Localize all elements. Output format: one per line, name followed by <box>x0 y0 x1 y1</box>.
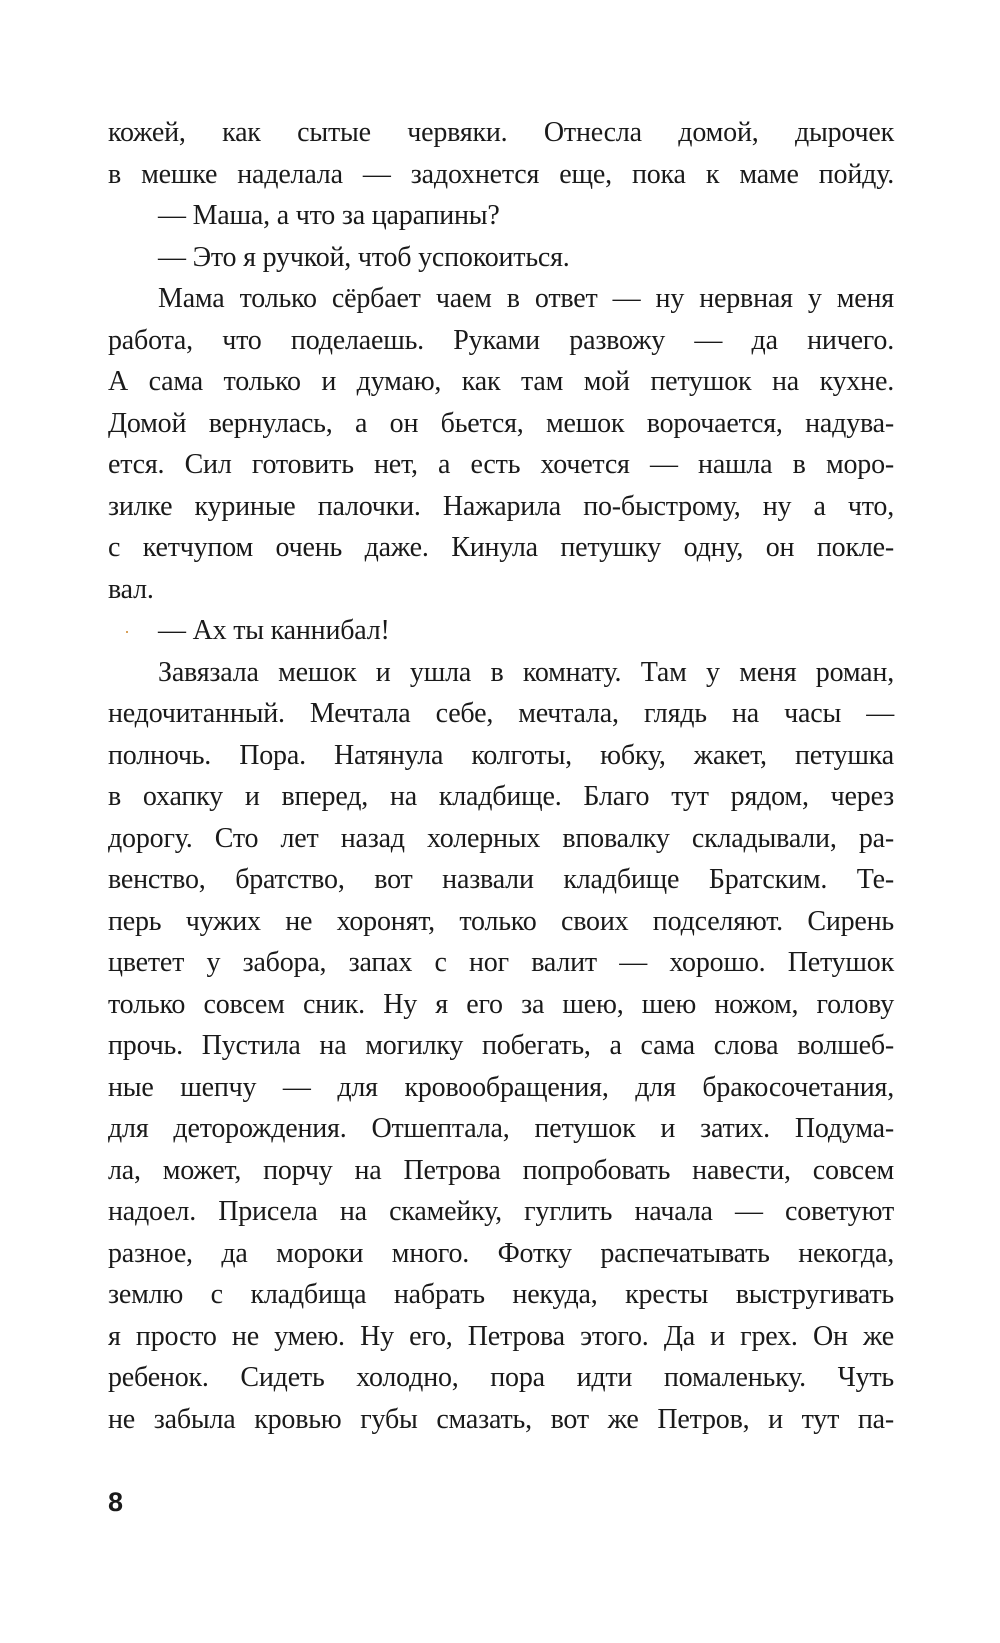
text-line: цветет у забора, запах с ног валит — хорошо. Петушок <box>108 947 894 978</box>
page-text <box>108 112 894 1440</box>
text-line: в охапку и вперед, на кладбище. Благо тут рядом, через <box>108 781 894 812</box>
text-line: перь чужих не хоронят, только своих подселяют. Сирень <box>108 905 894 937</box>
dialogue-line: — Ах ты каннибал! <box>158 615 390 646</box>
dialogue-line: — Это я ручкой, чтоб успокоиться. <box>158 241 570 273</box>
text-line: А сама только и думаю, как там мой петушок на кухне. <box>108 366 894 397</box>
text-line: дорогу. Сто лет назад холерных вповалку складывали, ра- <box>108 822 894 854</box>
text-line: Домой вернулась, а он бьется, мешок ворочается, надува- <box>108 407 894 439</box>
text-line: работа, что поделаешь. Руками развожу — да ничего. <box>108 324 894 356</box>
scan-speck <box>126 631 128 633</box>
text-line: ребенок. Сидеть холодно, пора идти помаленьку. Чуть <box>108 1362 894 1393</box>
text-line: ется. Сил готовить нет, а есть хочется — нашла в моро- <box>108 449 894 480</box>
text-line: в мешке наделала — задохнется еще, пока к маме пойду. <box>108 158 894 190</box>
paragraph-end-line: вал. <box>108 573 154 605</box>
dialogue-line: — Маша, а что за царапины? <box>158 200 500 231</box>
page-number: 8 <box>108 1487 124 1517</box>
text-line: ные шепчу — для кровообращения, для бракосочетания, <box>108 1071 894 1103</box>
text-line: для деторождения. Отшептала, петушок и затих. Подума- <box>108 1113 894 1144</box>
text-line: ла, может, порчу на Петрова попробовать навести, совсем <box>108 1154 894 1186</box>
text-line: с кетчупом очень даже. Кинула петушку одну, он поклe- <box>108 532 894 563</box>
text-line: кожей, как сытые червяки. Отнесла домой, дырочек <box>108 117 894 148</box>
text-line: не забыла кровью губы смазать, вот же Петров, и тут па- <box>108 1403 894 1435</box>
paragraph-start-line: Мама только сёрбает чаем в ответ — ну нервная у меня <box>158 283 894 314</box>
text-line: надоел. Присела на скамейку, гуглить начала — советуют <box>108 1196 894 1227</box>
text-line: только совсем сник. Ну я его за шею, шею ножом, голову <box>108 988 894 1020</box>
text-line: недочитанный. Мечтала себе, мечтала, глядь на часы — <box>108 698 894 729</box>
text-line: я просто не умею. Ну его, Петрова этого. Да и грех. Он же <box>108 1320 894 1352</box>
text-line: венство, братство, вот назвали кладбище Братским. Те- <box>108 864 894 895</box>
text-line: прочь. Пустила на могилку побегать, а сама слова волшеб- <box>108 1030 894 1061</box>
text-line: землю с кладбища набрать некуда, кресты выстругивать <box>108 1279 894 1310</box>
text-line: полночь. Пора. Натянула колготы, юбку, жакет, петушка <box>108 739 894 771</box>
paragraph-start-line: Завязала мешок и ушла в комнату. Там у меня роман, <box>158 656 894 688</box>
text-line: разное, да мороки много. Фотку распечатывать некогда, <box>108 1237 894 1269</box>
text-line: зилке куриные палочки. Нажарила по-быстрому, ну а что, <box>108 490 894 522</box>
